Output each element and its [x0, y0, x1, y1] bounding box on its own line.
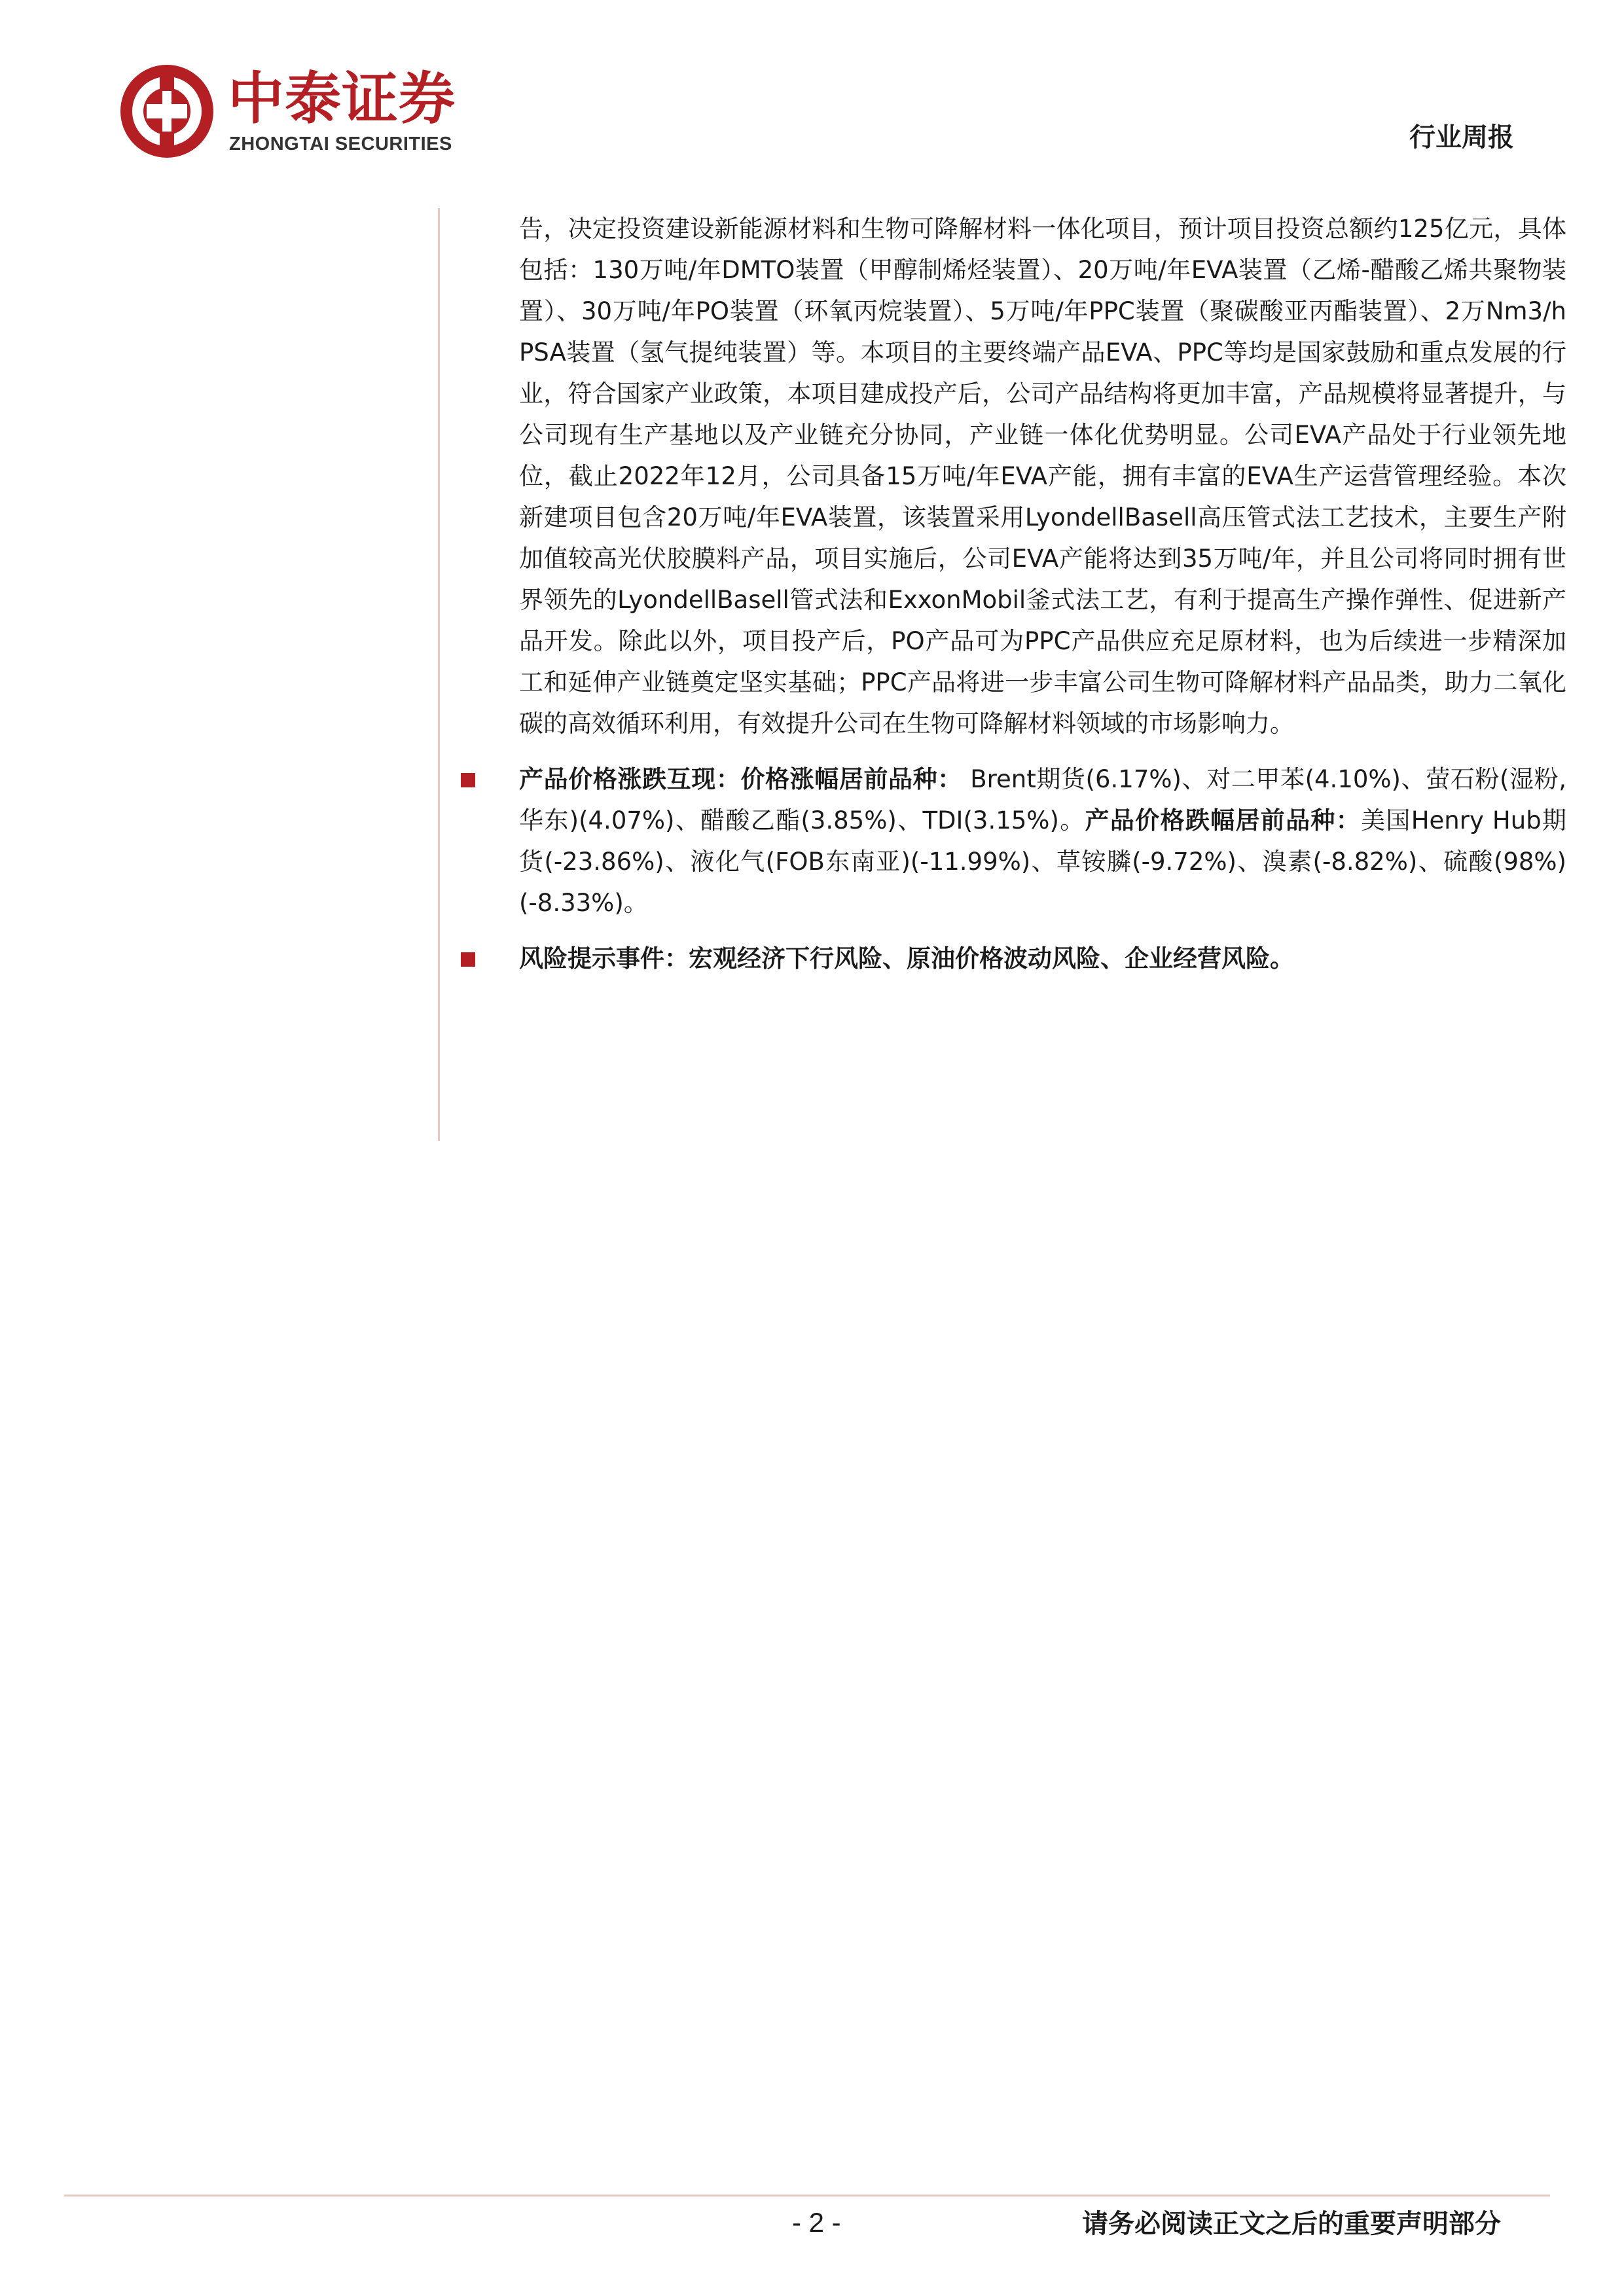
bullet-risk-text: 风险提示事件：宏观经济下行风险、原油价格波动风险、企业经营风险。 [519, 944, 1294, 973]
main-content [519, 208, 1566, 979]
logo-english-name: ZHONGTAI SECURITIES [229, 134, 452, 154]
bullet-square-icon [461, 773, 475, 787]
body-paragraph: 告，决定投资建设新能源材料和生物可降解材料一体化项目，预计项目投资总额约125亿元，具体包括：130万吨/年DMTO装置（甲醇制烯烃装置）、20万吨/年EVA装置（乙烯-醋酸乙烯共聚物装置）、30万吨/年PO装置（环氧丙烷装置）、5万吨/年PPC装置（聚碳酸亚丙酯装置）、2万Nm3/h PSA装置（氢气提纯装置）等。本项目的主要终端产品EVA、PPC等均是国家鼓励和重点发展的行业，符合国家产业政策，本项目建成投产后，公司产品结构将更加丰富，产品规模将显著提升，与公司现有生产基地以及产业链充分协同，产业链一体化优势明显。公司EVA产品处于行业领先地位，截止2022年12月，公司具备15万吨/年EVA产能，拥有丰富的EVA生产运营管理经验。本次新建项目包含20万吨/年EVA装置，该装置采用LyondellBasell高压管式法工艺技术，主要生产附加值较高光伏胶膜料产品，项目实施后，公司EVA产能将达到35万吨/年，并且公司将同时拥有世界领先的LyondellBasell管式法和ExxonMobil釜式法工艺，有利于提高生产操作弹性、促进新产品开发。除此以外，项目投产后，PO产品可为PPC产品供应充足原材料，也为后续进一步精深加工和延伸产业链奠定坚实基础；PPC产品将进一步丰富公司生物可降解材料产品品类，助力二氧化碳的高效循环利用，有效提升公司在生物可降解材料领域的市场影响力。 [519, 215, 1566, 738]
bullet-rise-list: Brent期货(6.17%)、对二甲苯(4.10%)、萤石粉(湿粉,华东)(4.07%)、醋酸乙酯(3.85%)、TDI(3.15%)。 [519, 765, 1567, 834]
margin-rule [438, 208, 440, 1141]
logo-chinese-name: 中泰证券 [228, 66, 456, 132]
bullet-heading: 产品价格涨跌互现： [519, 765, 741, 793]
footer-rule [64, 2195, 1550, 2197]
page-number: - 2 - [792, 2207, 841, 2238]
bullet-text [519, 759, 1566, 924]
bullet-fall-list: 美国Henry Hub期货(-23.86%)、液化气(FOB东南亚)(-11.99%)、草铵膦(-9.72%)、溴素(-8.82%)、硫酸(98%)(-8.33%)。 [519, 806, 1567, 917]
report-type-label: 行业周报 [1409, 122, 1514, 152]
bullet-price-changes [519, 759, 1566, 924]
bullet-risk-warning [519, 938, 1566, 979]
bullet-subheading-fall: 产品价格跌幅居前品种： [1085, 806, 1362, 834]
bullet-subheading-rise: 价格涨幅居前品种： [740, 765, 962, 793]
bullet-square-icon [461, 952, 475, 967]
zhongtai-logo-icon [118, 62, 216, 160]
footer-disclaimer: 请务必阅读正文之后的重要声明部分 [1082, 2209, 1501, 2239]
company-logo [118, 62, 497, 167]
